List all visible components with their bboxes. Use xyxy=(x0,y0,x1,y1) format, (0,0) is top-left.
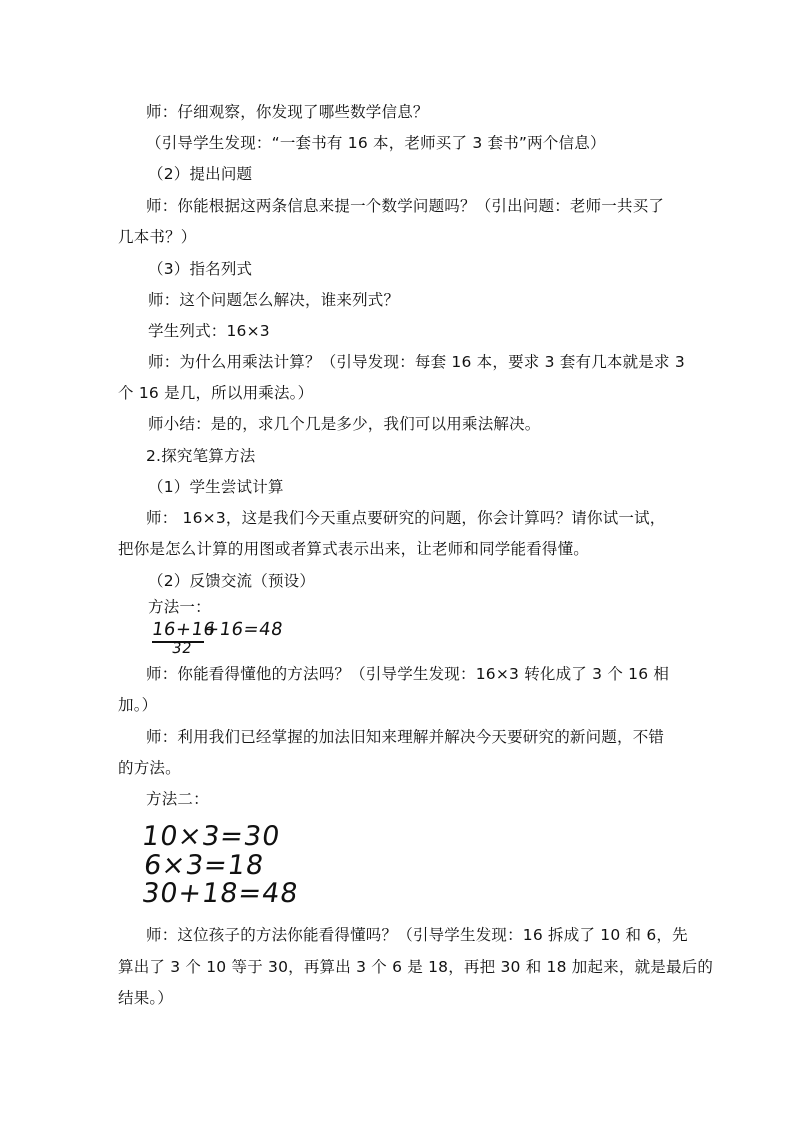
paragraph-line: 的方法。 xyxy=(118,759,181,777)
paragraph-line: 几本书？） xyxy=(118,228,197,246)
method-label: 方法二： xyxy=(146,790,209,808)
method1-sum-top: 16+16 xyxy=(150,619,217,640)
paragraph-line: 把你是怎么计算的用图或者算式表示出来，让老师和同学能看得懂。 xyxy=(118,540,590,558)
paragraph-line: 师：这位孩子的方法你能看得懂吗？（引导学生发现：16 拆成了 10 和 6，先 xyxy=(146,926,688,944)
paragraph-line: 师：你能根据这两条信息来提一个数学问题吗？（引出问题：老师一共买了 xyxy=(146,197,665,215)
method2-handwriting xyxy=(139,821,301,912)
paragraph-line: 师：你能看得懂他的方法吗？（引导学生发现：16×3 转化成了 3 个 16 相 xyxy=(146,665,670,683)
method2-line: 6×3=18 xyxy=(141,850,267,881)
method1-partial: 32 xyxy=(170,639,194,657)
method2-line: 10×3=30 xyxy=(139,821,283,852)
paragraph-line: （3）指名列式 xyxy=(148,260,253,278)
paragraph-line: 加。） xyxy=(118,696,158,714)
paragraph-line: （2）反馈交流（预设） xyxy=(148,572,316,590)
method1-handwriting xyxy=(150,618,290,658)
paragraph-line: 师：这个问题怎么解决，谁来列式？ xyxy=(148,291,400,309)
paragraph-line: （引导学生发现：“一套书有 16 本，老师买了 3 套书”两个信息） xyxy=(146,134,606,152)
paragraph-line: （2）提出问题 xyxy=(148,165,253,183)
section-heading: 2.探究笔算方法 xyxy=(146,447,256,465)
paragraph-line: 学生列式：16×3 xyxy=(148,322,270,340)
paragraph-line: 师小结：是的，求几个几是多少，我们可以用乘法解决。 xyxy=(148,415,541,433)
paragraph-line: 师：利用我们已经掌握的加法旧知来理解并解决今天要研究的新问题，不错 xyxy=(146,728,665,746)
paragraph-line: 结果。） xyxy=(118,989,174,1007)
paragraph-line: 个 16 是几，所以用乘法。） xyxy=(118,384,314,402)
method2-line: 30+18=48 xyxy=(139,878,301,909)
paragraph-line: 师：仔细观察，你发现了哪些数学信息？ xyxy=(146,103,429,121)
paragraph-line: 师：为什么用乘法计算？（引导发现：每套 16 本，要求 3 套有几本就是求 3 xyxy=(148,353,685,371)
method-label: 方法一： xyxy=(148,598,211,616)
method1-sum-rest: +16=48 xyxy=(202,619,285,640)
paragraph-line: 师： 16×3，这是我们今天重点要研究的问题，你会计算吗？请你试一试， xyxy=(146,509,666,527)
paragraph-line: 算出了 3 个 10 等于 30，再算出 3 个 6 是 18，再把 30 和 18 加起来，就是最后的 xyxy=(118,958,714,976)
paragraph-line: （1）学生尝试计算 xyxy=(148,478,284,496)
